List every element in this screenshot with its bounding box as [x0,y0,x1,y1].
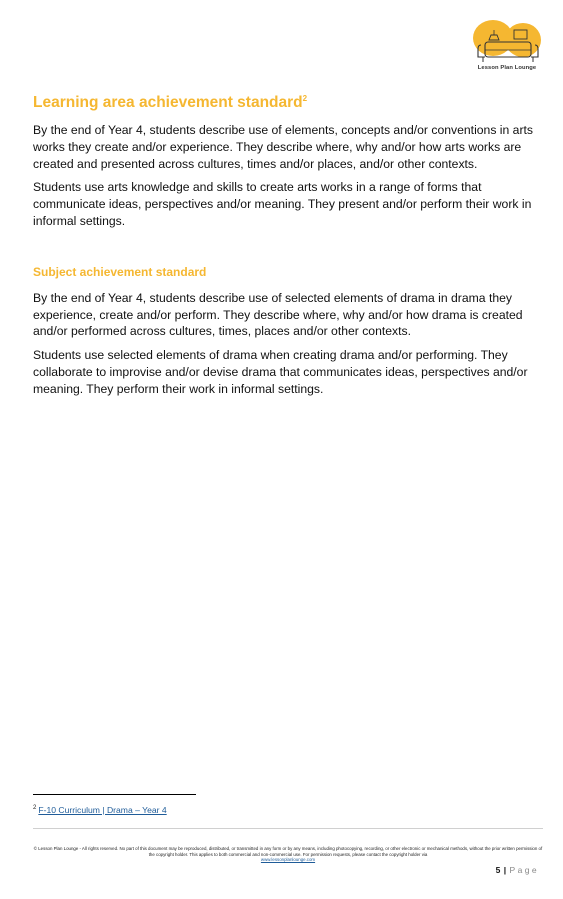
copyright-text: © Lesson Plan Lounge - All rights reserved. No part of this document may be reproduced, distributed, or transmitted in any form or by any means, including photocopying, recording, or other electronic or mechanical methods, without the prior written permission of the copyright holder. This applies to both commercial and non-commercial use. For permission requests, please contact the copyright holder via [33,846,543,857]
copyright-notice [33,846,543,863]
page-content [33,94,543,405]
footnote-divider [33,794,196,795]
page-number [496,865,539,875]
footnote-reference[interactable]: 2 [302,94,308,103]
footer-divider [33,828,543,829]
lesson-plan-lounge-logo [471,18,543,76]
footnote [33,805,167,815]
learning-area-heading: Learning area achievement standard$^2$ [33,94,308,111]
footnote-number: 2 [33,805,37,812]
subject-standard-paragraph-2: Students use selected elements of drama when creating drama and/or performing. They collaborate to improvise and/or devise drama that communicates ideas, perspectives and/or meaning. They perform their work in informal settings. [33,348,528,396]
subject-standard-heading: Subject achievement standard [33,264,207,279]
subject-standard-paragraph-1: By the end of Year 4, students describe use of selected elements of drama in drama they experience, create and/or perform. They describe where, why and/or how drama is created and/or performed across cultures, times, places and/or other contexts. [33,290,523,339]
page-separator: | [503,865,507,875]
logo-text: Lesson Plan Lounge [477,65,537,71]
learning-area-paragraph-1: By the end of Year 4, students describe use of elements, concepts and/or conventions in arts works they create and/or experience. They describe where, why and/or how arts works are created and presented across cultures, times and/or places, and/or other contexts. [33,123,533,171]
page-number-value: 5 [495,865,501,875]
page-label: Page [509,865,539,875]
website-link[interactable]: www.lessonplanlounge.com [260,857,316,863]
footnote-link[interactable]: F-10 Curriculum | Drama – Year 4 [38,805,167,815]
learning-area-paragraph-2: Students use arts knowledge and skills to create arts works in a range of forms that communicate ideas, perspectives and/or meaning. They present and/or perform their work in informal settings. [33,180,532,228]
